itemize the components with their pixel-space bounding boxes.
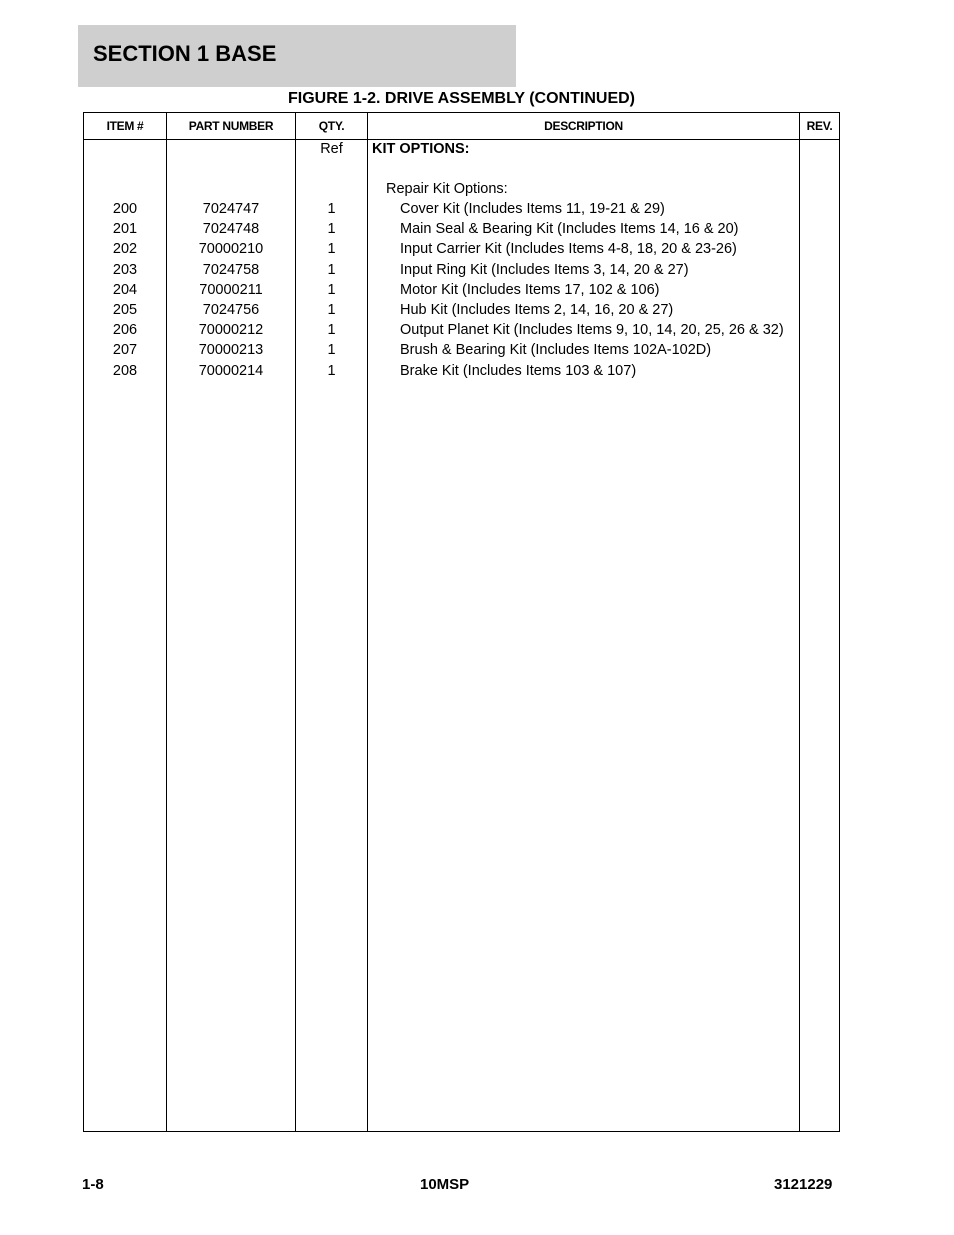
quantity: 1	[327, 302, 336, 318]
header-description: DESCRIPTION	[544, 119, 623, 133]
kit-description: KIT OPTIONS:	[372, 141, 470, 157]
subheading-row	[84, 179, 839, 199]
header-item: ITEM #	[106, 119, 144, 133]
item-number: 202	[112, 241, 138, 258]
description: Input Carrier Kit (Includes Items 4-8, 18, 20 & 23-26)	[400, 241, 737, 258]
part-number: 70000212	[198, 322, 264, 339]
quantity: 1	[327, 201, 336, 217]
document-number: 3121229	[774, 1176, 833, 1193]
item-number: 201	[112, 221, 138, 238]
model-name: 10MSP	[420, 1176, 470, 1193]
part-number: 7024758	[202, 261, 260, 278]
description: Cover Kit (Includes Items 11, 19-21 & 29)	[400, 201, 665, 217]
figure-title: FIGURE 1-2. DRIVE ASSEMBLY (CONTINUED)	[287, 90, 635, 107]
table-row	[84, 199, 839, 219]
table-row	[84, 280, 839, 300]
header-rev: REV.	[806, 119, 833, 133]
description: Output Planet Kit (Includes Items 9, 10, 14, 20, 25, 26 & 32)	[400, 322, 784, 339]
quantity: 1	[327, 281, 336, 298]
table-row	[84, 219, 839, 239]
item-number: 206	[112, 322, 138, 339]
quantity: 1	[327, 261, 336, 278]
section-header	[78, 25, 516, 87]
part-number: 70000214	[198, 362, 264, 379]
description: Motor Kit (Includes Items 17, 102 & 106)	[400, 281, 660, 298]
quantity: 1	[327, 342, 336, 359]
quantity: 1	[327, 362, 336, 379]
quantity: 1	[327, 221, 336, 238]
header-qty: QTY.	[318, 119, 345, 133]
section-title: SECTION 1 BASE	[93, 41, 277, 66]
item-number: 204	[112, 281, 138, 298]
item-number: 200	[112, 201, 138, 217]
description: Main Seal & Bearing Kit (Includes Items 14, 16 & 20)	[400, 221, 739, 238]
page-number: 1-8	[82, 1176, 104, 1193]
description: Hub Kit (Includes Items 2, 14, 16, 20 & 27)	[400, 302, 674, 318]
kit-qty: Ref	[320, 141, 343, 157]
part-number: 7024747	[202, 201, 260, 217]
part-number: 70000211	[199, 281, 263, 298]
table-row	[84, 300, 839, 320]
description: Input Ring Kit (Includes Items 3, 14, 20 & 27)	[400, 261, 689, 278]
part-number: 7024748	[202, 221, 260, 238]
description: Brake Kit (Includes Items 103 & 107)	[400, 362, 637, 379]
parts-table	[83, 112, 840, 1132]
item-number: 205	[112, 302, 138, 318]
item-number: 208	[112, 362, 138, 379]
quantity: 1	[327, 322, 336, 339]
table-row	[84, 260, 839, 280]
description: Brush & Bearing Kit (Includes Items 102A-102D)	[400, 342, 712, 359]
repair-kit-subheading: Repair Kit Options:	[386, 181, 508, 197]
item-number: 203	[112, 261, 138, 278]
part-number: 70000213	[198, 342, 264, 359]
part-number: 70000210	[198, 241, 264, 258]
part-number: 7024756	[202, 302, 260, 318]
table-row	[84, 239, 839, 259]
table-row	[84, 340, 839, 360]
table-row	[84, 320, 839, 340]
table-row	[84, 361, 839, 381]
item-number: 207	[112, 342, 138, 359]
header-part-number: PART NUMBER	[188, 119, 274, 133]
quantity: 1	[327, 241, 336, 258]
kit-options-row	[84, 139, 839, 159]
